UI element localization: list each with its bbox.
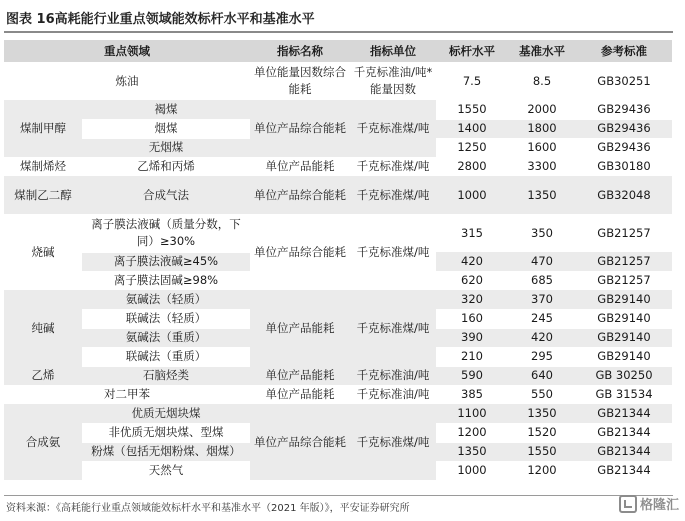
- sub-sector-cell: 合成气法: [82, 176, 250, 214]
- standard-cell: GB29140: [576, 328, 672, 347]
- sub-sector-cell: 联碱法（轻质）: [82, 309, 250, 328]
- standard-cell: GB30180: [597, 159, 651, 173]
- table-row: [4, 100, 672, 119]
- benchmark-cell: 1250: [457, 140, 487, 155]
- sector-cell: 煤制乙二醇: [4, 176, 82, 214]
- benchmark-cell: 7.5: [462, 73, 482, 88]
- standard-cell: GB21344: [576, 423, 672, 442]
- baseline-cell: 8.5: [532, 73, 552, 88]
- indicator-cell: 单位产品综合能耗: [250, 100, 350, 157]
- baseline-cell: 470: [508, 252, 576, 271]
- indicator-cell: 单位能量因数综合能耗: [254, 65, 346, 96]
- baseline-cell: 1350: [508, 176, 576, 214]
- benchmark-cell: 1400: [436, 119, 508, 138]
- sector-cell: 煤制甲醇: [4, 100, 82, 157]
- sector-cell: 乙烯: [4, 366, 82, 385]
- standard-cell: GB21344: [576, 404, 672, 423]
- standard-cell: GB21344: [576, 442, 672, 461]
- baseline-cell: 3300: [527, 159, 557, 173]
- standard-cell: GB29140: [576, 309, 672, 328]
- sector-cell: 对二甲苯: [104, 387, 150, 401]
- sub-sector-cell: 粉煤（包括无烟粉煤、烟煤）: [82, 442, 250, 461]
- baseline-cell: 1200: [527, 463, 557, 478]
- sub-sector-cell: 褐煤: [82, 100, 250, 119]
- benchmark-cell: 210: [436, 347, 508, 366]
- indicator-cell: 单位产品综合能耗: [250, 404, 350, 480]
- unit-cell: 千克标准油/吨*能量因数: [353, 65, 433, 96]
- energy-efficiency-table: [4, 40, 672, 480]
- standard-cell: GB21257: [597, 225, 651, 240]
- sub-sector-cell: 氨碱法（轻质）: [82, 290, 250, 309]
- sector-cell: 煤制烯烃: [20, 159, 66, 173]
- benchmark-cell: 390: [436, 328, 508, 347]
- sub-sector-cell: 无烟煤: [82, 138, 250, 157]
- sub-sector-cell: 离子膜法固碱≥98%: [113, 273, 219, 288]
- baseline-cell: 1550: [508, 442, 576, 461]
- figure-title: 图表 16高耗能行业重点领域能效标杆水平和基准水平: [6, 12, 315, 27]
- sub-sector-cell: 烟煤: [82, 119, 250, 138]
- logo-text: 格隆汇: [639, 498, 679, 513]
- baseline-cell: 350: [531, 225, 553, 240]
- baseline-cell: 420: [508, 328, 576, 347]
- baseline-cell: 640: [508, 366, 576, 385]
- sector-cell: 炼油: [115, 73, 139, 88]
- col-header-benchmark: 标杆水平: [436, 40, 508, 62]
- benchmark-cell: 1100: [436, 404, 508, 423]
- benchmark-cell: 590: [436, 366, 508, 385]
- baseline-cell: 1520: [508, 423, 576, 442]
- sub-sector-cell: 乙烯和丙烯: [137, 159, 195, 173]
- table-row: [4, 290, 672, 309]
- standard-cell: GB21257: [576, 252, 672, 271]
- sector-cell: 纯碱: [4, 290, 82, 366]
- title-divider: [4, 31, 673, 33]
- standard-cell: GB29436: [597, 140, 651, 155]
- unit-cell: 千克标准油/吨: [350, 366, 436, 385]
- table-row: [4, 366, 672, 385]
- indicator-cell: 单位产品能耗: [250, 290, 350, 366]
- sub-sector-cell: 氨碱法（重质）: [82, 328, 250, 347]
- benchmark-cell: 620: [461, 273, 483, 288]
- col-header-sector: 重点领域: [4, 40, 250, 62]
- bottom-divider: [4, 495, 673, 496]
- benchmark-cell: 160: [436, 309, 508, 328]
- benchmark-cell: 385: [461, 387, 483, 401]
- standard-cell: GB29140: [576, 290, 672, 309]
- unit-cell: 千克标准煤/吨: [350, 290, 436, 366]
- sub-sector-cell: 离子膜法液碱（质量分数，下同）≥30%: [82, 214, 250, 252]
- table-row: [4, 385, 672, 404]
- standard-cell: GB32048: [576, 176, 672, 214]
- sub-sector-cell: 石脑烃类: [82, 366, 250, 385]
- indicator-cell: 单位产品能耗: [250, 366, 350, 385]
- indicator-cell: 单位产品能耗: [265, 387, 335, 401]
- sub-sector-cell: 非优质无烟块煤、型煤: [82, 423, 250, 442]
- baseline-cell: 370: [508, 290, 576, 309]
- watermark-logo: [619, 494, 679, 513]
- standard-cell: GB29436: [576, 119, 672, 138]
- standard-cell: GB 31534: [595, 387, 653, 401]
- table-header-row: [4, 40, 672, 62]
- baseline-cell: 1600: [527, 140, 557, 155]
- unit-cell: 千克标准煤/吨: [356, 159, 430, 173]
- standard-cell: GB21257: [597, 273, 651, 288]
- sub-sector-cell: 天然气: [148, 463, 184, 478]
- table-row: [4, 404, 672, 423]
- benchmark-cell: 1550: [436, 100, 508, 119]
- baseline-cell: 550: [531, 387, 553, 401]
- table-row: [4, 62, 672, 100]
- table-row: [4, 157, 672, 176]
- benchmark-cell: 1350: [436, 442, 508, 461]
- benchmark-cell: 1000: [436, 176, 508, 214]
- indicator-cell: 单位产品能耗: [265, 159, 335, 173]
- sub-sector-cell: 联碱法（重质）: [82, 347, 250, 366]
- indicator-cell: 单位产品综合能耗: [250, 176, 350, 214]
- baseline-cell: 2000: [508, 100, 576, 119]
- unit-cell: 千克标准煤/吨: [356, 244, 430, 259]
- baseline-cell: 1800: [508, 119, 576, 138]
- sub-sector-cell: 优质无烟块煤: [82, 404, 250, 423]
- standard-cell: GB29436: [576, 100, 672, 119]
- col-header-indicator: 指标名称: [250, 40, 350, 62]
- unit-cell: 千克标准煤/吨: [350, 176, 436, 214]
- baseline-cell: 245: [508, 309, 576, 328]
- benchmark-cell: 420: [436, 252, 508, 271]
- sector-cell: 合成氨: [4, 404, 82, 480]
- indicator-cell: 单位产品综合能耗: [254, 244, 346, 259]
- unit-cell: 千克标准煤/吨: [350, 100, 436, 157]
- benchmark-cell: 320: [436, 290, 508, 309]
- source-note: 资料来源：《高耗能行业重点领域能效标杆水平和基准水平（2021 年版）》，平安证券研究所: [6, 503, 410, 514]
- sector-cell: 烧碱: [31, 244, 55, 259]
- standard-cell: GB21344: [597, 463, 651, 478]
- benchmark-cell: 315: [461, 225, 483, 240]
- unit-cell: 千克标准油/吨: [356, 387, 430, 401]
- standard-cell: GB 30250: [576, 366, 672, 385]
- baseline-cell: 685: [531, 273, 553, 288]
- baseline-cell: 1350: [508, 404, 576, 423]
- sub-sector-cell: 离子膜法液碱≥45%: [82, 252, 250, 271]
- benchmark-cell: 1200: [436, 423, 508, 442]
- logo-icon: [619, 495, 637, 513]
- col-header-standard: 参考标准: [576, 40, 672, 62]
- table-row: [4, 176, 672, 214]
- benchmark-cell: 1000: [457, 463, 487, 478]
- standard-cell: GB29140: [576, 347, 672, 366]
- baseline-cell: 295: [508, 347, 576, 366]
- col-header-unit: 指标单位: [350, 40, 436, 62]
- table-row: [4, 214, 672, 252]
- unit-cell: 千克标准煤/吨: [350, 404, 436, 480]
- benchmark-cell: 2800: [457, 159, 487, 173]
- standard-cell: GB30251: [597, 73, 651, 88]
- col-header-baseline: 基准水平: [508, 40, 576, 62]
